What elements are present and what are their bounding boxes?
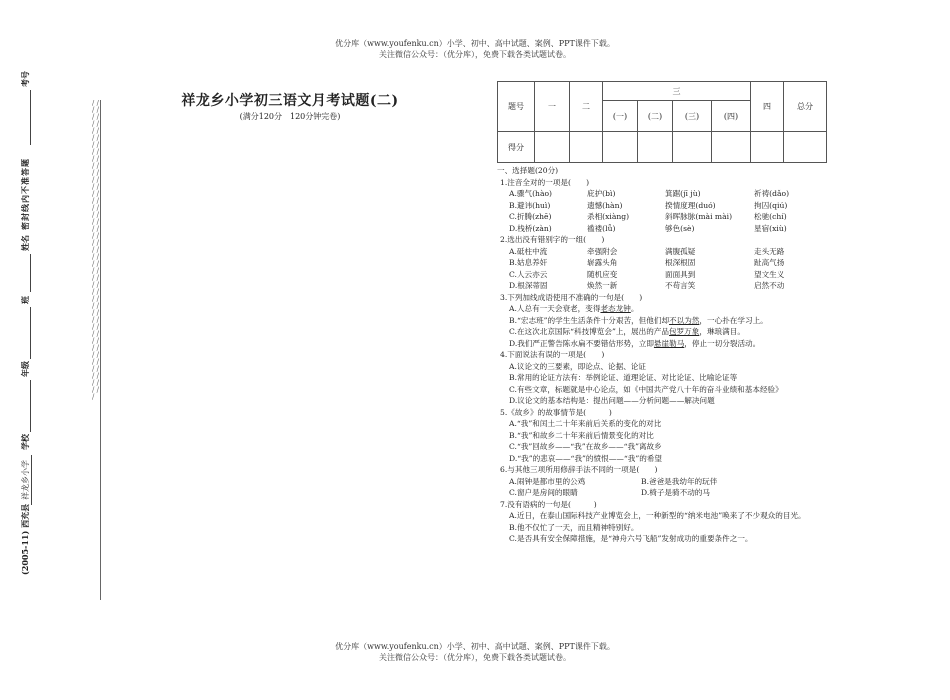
binding-school-name: 祥龙乡小学 (20, 455, 32, 505)
exam-subtitle: (满分120分 120分钟完卷) (239, 112, 341, 121)
binding-class-blank[interactable] (20, 307, 31, 359)
option-text: A.“我”和闰土二十年来前后关系的变化的对比 (509, 419, 662, 428)
option-row (497, 476, 837, 488)
question-stem: 5.《故乡》的故事情节是( ) (500, 407, 612, 417)
binding-dashes: / / / / / / / / / / / / / / / / / / / / / / / / / / / / / / / / / / / / / / / / / / / / / / / / / / / / / / / / / / / / / / / / / / / / / / / / / / / / / / / / / / / / / (92, 100, 99, 401)
option-text: C.是否具有安全保障措施，是“神舟六号飞船”发射成功的重要条件之一。 (509, 534, 753, 543)
score-cell[interactable] (603, 132, 638, 163)
binding-seal-note: 密封线内不准答题 (20, 158, 30, 230)
option: C.人云亦云 (509, 269, 548, 279)
option: 祈祷(dǎo) (754, 189, 790, 198)
option-text: B.“我”和故乡二十年来前后情景变化的对比 (509, 430, 654, 440)
score-col3-sub2: (二) (638, 101, 673, 132)
option: 焕然一新 (587, 281, 618, 290)
score-col3-sub3: (三) (673, 101, 712, 132)
option: 遗憾(hàn) (587, 200, 623, 210)
option: 趾高气扬 (754, 258, 785, 267)
binding-dashed-line (92, 100, 101, 600)
option: D.栈桥(zàn) (509, 223, 552, 233)
option: 面面具到 (665, 269, 696, 279)
option: 斜晖脉脉(mài mài) (665, 212, 733, 221)
option-text: B.他不仅忙了一天，而且精神特别好。 (509, 522, 639, 532)
binding-year-county: (2005-11) 西充县 (20, 503, 30, 575)
option-text: C.在这次北京国际“科技博览会”上，展出的产品 (509, 327, 669, 336)
question-stem: 6.与其他三项所用修辞手法不同的一项是( ) (500, 465, 658, 474)
score-cell[interactable] (784, 132, 827, 163)
option-row (497, 303, 837, 315)
score-col4-header: 四 (751, 82, 784, 132)
binding-grade-blank[interactable] (20, 380, 31, 432)
option-text: A.近日，在泰山国际科技产业博览会上，一种新型的“纳米电池”唤来了不少观众的目光。 (509, 511, 806, 520)
option: 随机应变 (587, 269, 618, 279)
option-row (497, 246, 837, 258)
score-table (497, 81, 827, 163)
score-cell[interactable] (570, 132, 603, 163)
binding-name-blank[interactable] (20, 254, 31, 292)
score-cell[interactable] (535, 132, 570, 163)
footer-banner-line2: 关注微信公众号：（优分库），免费下载各类试题试卷。 (379, 653, 571, 662)
score-col3-sub4: (四) (712, 101, 751, 132)
option-row (497, 188, 837, 200)
option-row (497, 326, 837, 338)
option-row (497, 280, 837, 292)
option: 根深根固 (665, 258, 696, 267)
option-text: ，停止一切分裂活动。 (684, 338, 761, 348)
option-text: ，琳琅满目。 (699, 327, 745, 336)
option: 星宿(xiù) (754, 223, 787, 233)
score-cell[interactable] (751, 132, 784, 163)
option-text: B.“宏志班”的学生生活条件十分艰苦，但他们却 (509, 315, 670, 325)
underlined-idiom: 不以为然 (669, 315, 700, 325)
option: B.姑息养奸 (509, 258, 548, 267)
option: 启然不动 (754, 281, 785, 290)
score-cell[interactable] (673, 132, 712, 163)
option-row (497, 200, 837, 212)
option: 满腹孤疑 (665, 246, 696, 256)
option-text: 。 (630, 304, 639, 313)
option-row (497, 315, 837, 327)
score-row1-label: 题号 (498, 82, 535, 132)
option: 箕踞(jī jù) (665, 189, 701, 198)
option: 揆情度理(duó) (665, 200, 716, 210)
option-text: C.有些文章，标题就是中心论点，如《中国共产党八十年的奋斗业绩和基本经验》 (509, 384, 783, 394)
binding-exam-no-label: 考号 (20, 71, 30, 87)
question-stem: 4.下面说法有误的一项是( ) (500, 350, 605, 359)
option-text: B.常用的论证方法有：举例论证、道理论证、对比论证、比喻论证等 (509, 373, 738, 382)
option: 杀相(xiàng) (587, 212, 630, 221)
exam-title: 祥龙乡小学初三语文月考试题(二) (181, 93, 399, 109)
binding-class-label: 班 (20, 296, 30, 304)
question-stem: 3.下列加线成语使用不准确的一句是( ) (500, 292, 643, 302)
underlined-idiom: 老态龙钟 (600, 304, 631, 313)
header-banner-line2: 关注微信公众号：（优分库），免费下载各类试题试卷。 (379, 50, 571, 59)
binding-school-label: 学校 (20, 434, 30, 450)
score-col2-header: 二 (570, 82, 603, 132)
option-text: A.议论文的三要素，即论点、论据、论证 (509, 361, 646, 371)
option: A.砥柱中流 (509, 246, 548, 256)
binding-name-label: 姓名 (20, 235, 30, 251)
option: 庇护(bì) (587, 189, 616, 198)
score-cell[interactable] (712, 132, 751, 163)
option: A.骤气(hào) (509, 189, 553, 198)
score-cell[interactable] (638, 132, 673, 163)
option-row (497, 338, 837, 350)
question-stem: 1.注音全对的一项是( ) (500, 177, 590, 187)
option-text: C.“我”回故乡——“我”在故乡——“我”离故乡 (509, 442, 662, 451)
option: 松驰(chí) (754, 212, 787, 221)
option-row (497, 269, 837, 281)
option-row (497, 211, 837, 223)
underlined-idiom: 包罗万象 (669, 327, 700, 336)
option: 拘囚(qiú) (754, 200, 788, 210)
option: D.根深蒂固 (509, 281, 548, 290)
option-text: A.人总有一天会衰老，变得 (509, 304, 601, 313)
option: A.闹钟是都市里的公鸡 (509, 476, 586, 486)
option: 不苟言笑 (665, 281, 696, 290)
underlined-idiom: 悬崖勒马 (653, 338, 685, 348)
option: 牵强附会 (587, 246, 618, 256)
option-row (497, 257, 837, 269)
option-text: D.我们严正警告陈水扁不要错估形势，立即 (509, 338, 654, 348)
section-heading: 一、选择题(20分) (497, 166, 559, 175)
option: 褴褛(lǚ) (587, 223, 616, 233)
option-text: D.议论文的基本结构是：提出问题——分析问题——解决问题 (509, 396, 715, 405)
binding-grade-label: 年级 (20, 361, 30, 377)
option: 望文生义 (754, 269, 785, 279)
header-banner-line1: 优分库（www.youfenku.cn）小学、初中、高中试题、案例、PPT课件下载。 (335, 39, 615, 48)
binding-exam-no-blank[interactable] (20, 90, 31, 145)
option-row (497, 223, 837, 235)
questions (497, 165, 837, 545)
option: 走头无路 (754, 246, 785, 256)
option-text: D.“我”的悲哀——“我”的愤恨——“我”的希望 (509, 453, 663, 463)
option: C.折腾(zhē) (509, 212, 552, 221)
option: 崭露头角 (587, 258, 618, 267)
question-stem: 2.选出没有错别字的一组( ) (500, 235, 605, 244)
option: C.窗户是房间的眼睛 (509, 488, 578, 497)
option: D.椅子是骑不动的马 (641, 488, 710, 497)
score-total-header: 总分 (784, 82, 827, 132)
option: 够色(sè) (665, 223, 695, 233)
footer-banner (0, 641, 950, 663)
binding-strip (20, 35, 38, 575)
score-col3-header: 三 (603, 82, 751, 101)
option: B.爸爸是我幼年的玩伴 (641, 476, 718, 486)
option-text: ，一心扑在学习上。 (699, 315, 768, 325)
footer-banner-line1: 优分库（www.youfenku.cn）小学、初中、高中试题、案例、PPT课件下载。 (335, 642, 615, 651)
score-col3-sub1: (一) (603, 101, 638, 132)
option-row (497, 487, 837, 499)
score-row2-label: 得分 (498, 132, 535, 163)
score-col1-header: 一 (535, 82, 570, 132)
option: B.避讳(huì) (509, 200, 551, 210)
header-banner (0, 38, 950, 60)
question-stem: 7.没有语病的一句是( ) (500, 499, 597, 509)
